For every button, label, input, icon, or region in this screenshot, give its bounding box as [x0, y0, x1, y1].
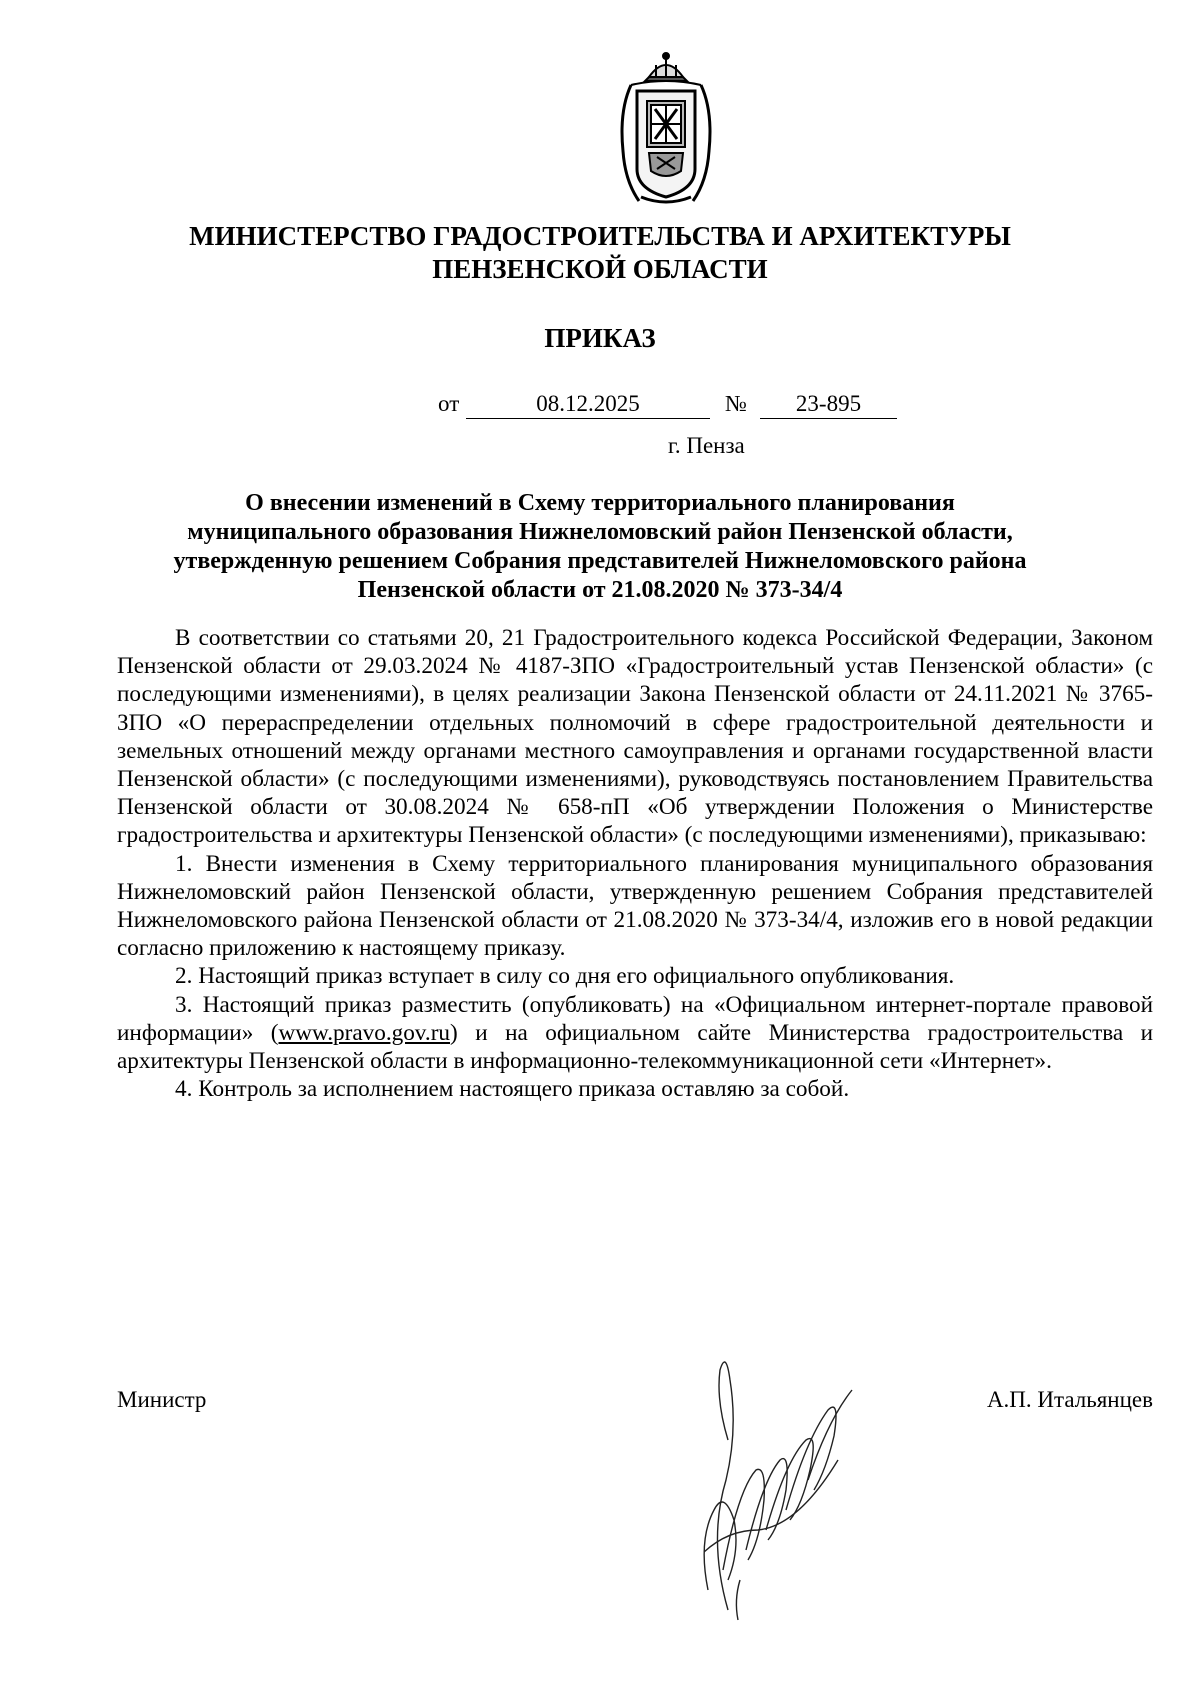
document-type: ПРИКАЗ: [544, 323, 656, 353]
order-item-2: 2. Настоящий приказ вступает в силу со дня его официального опубликования.: [175, 963, 955, 990]
subject-line: муниципального образования Нижнеломовский район Пензенской области,: [187, 519, 1013, 545]
number-label: №: [725, 391, 747, 416]
preamble-paragraph: В соответствии со статьями 20, 21 Градостроительного кодекса Российской Федерации, Законом Пензенской области от 29.03.2024 № 4187-ЗПО «Градостроительный устав Пензенской области» (с последующими изменениями), в целях реализации Закона Пензенской области от 24.11.2021 № 3765-ЗПО «О перераспределении отдельных полномочий в сфере градостроительной деятельности и земельных отношений между органами местного самоуправления и органами государственной власти Пензенской области» (с последующими изменениями), руководствуясь постановлением Правительства Пензенской области от 30.08.2024 № 658-пП «Об утверждении Положения о Министерстве градостроительства и архитектуры Пензенской области» (с последующими изменениями), приказываю:: [117, 625, 1153, 849]
subject-line: Пензенской области от 21.08.2020 № 373-34/4: [357, 577, 843, 603]
item3-text-before: 3. Настоящий приказ разместить (опубликовать) на «Официальном интернет-портале правовой информации» (: [117, 991, 1153, 1046]
ministry-name-line1: МИНИСТЕРСТВО ГРАДОСТРОИТЕЛЬСТВА И АРХИТЕКТУРЫ: [189, 221, 1011, 251]
signatory-name: А.П. Итальянцев: [986, 1387, 1153, 1412]
order-subject: [0, 489, 1200, 605]
order-item-1: 1. Внести изменения в Схему территориального планирования муниципального образования Нижнеломовский район Пензенской области, утвержденную решением Собрания представителей Нижнеломовского района Пензенской области от 21.08.2020 № 373-34/4, изложив его в новой редакции согласно приложению к настоящему приказу.: [117, 850, 1153, 962]
order-item-4: 4. Контроль за исполнением настоящего приказа оставляю за собой.: [175, 1076, 850, 1103]
city: г. Пенза: [668, 433, 745, 458]
ministry-name-line2: ПЕНЗЕНСКОЙ ОБЛАСТИ: [432, 254, 768, 284]
order-body: [117, 624, 1153, 1103]
subject-line: утвержденную решением Собрания представителей Нижнеломовского района: [173, 548, 1027, 574]
order-date: 08.12.2025: [466, 390, 710, 419]
order-number: 23-895: [760, 390, 897, 419]
handwritten-signature-icon: [668, 1340, 868, 1630]
signatory-title: Министр: [117, 1387, 207, 1412]
subject-line: О внесении изменений в Схему территориального планирования: [245, 490, 955, 516]
order-item-3: [117, 991, 1153, 1076]
item3-text-after: ) и на официальном сайте Министерства градостроительства и архитектуры Пензенской области в информационно-телекоммуникационной сети «Интернет».: [117, 1019, 1154, 1075]
pravo-gov-link[interactable]: www.pravo.gov.ru: [278, 1019, 451, 1046]
date-label: от: [438, 391, 460, 416]
coat-of-arms-icon: [611, 51, 721, 207]
